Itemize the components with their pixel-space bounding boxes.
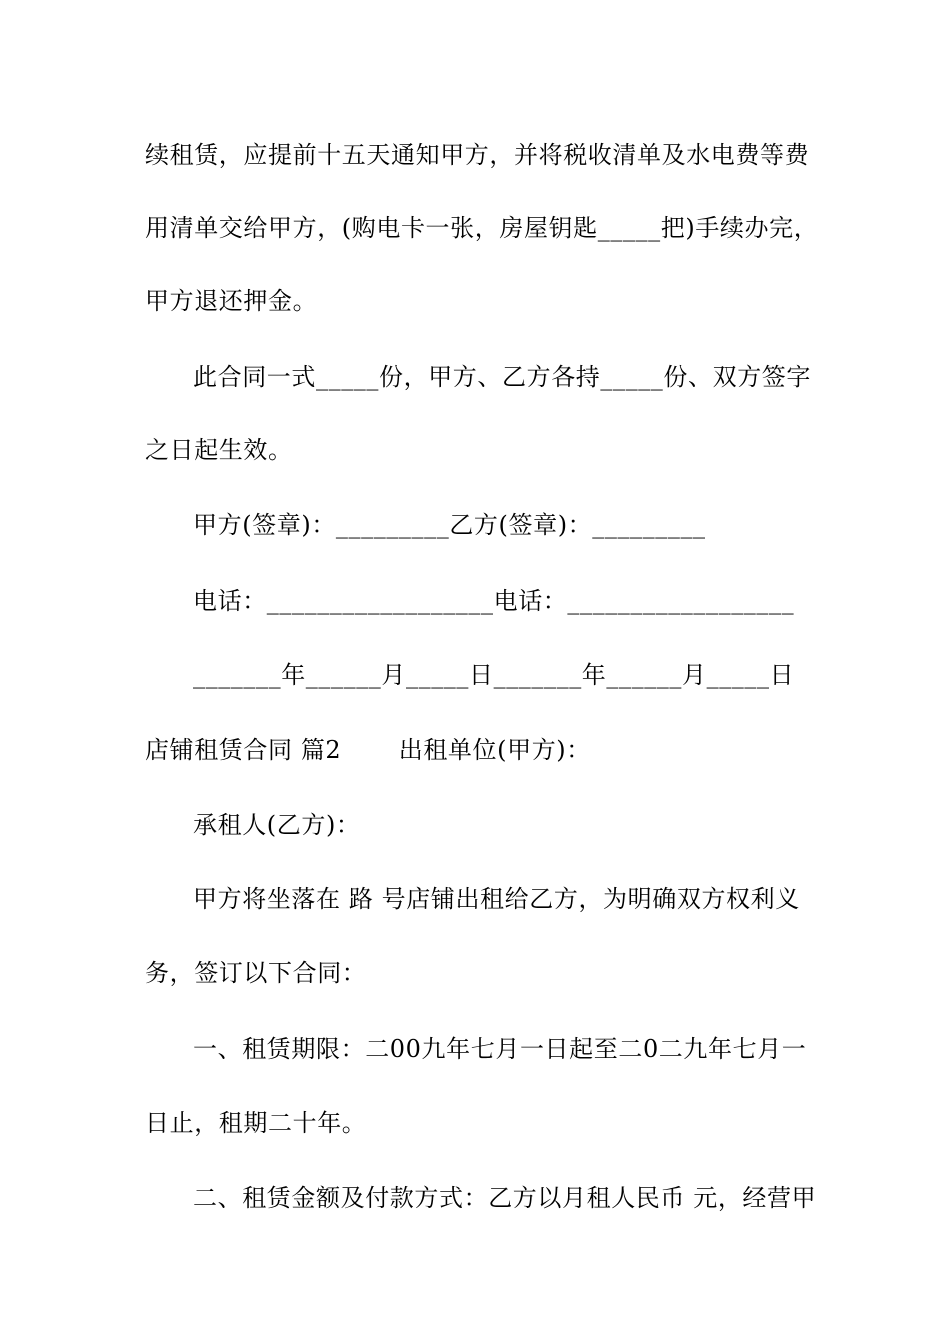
text-line: 此合同一式_____份，甲方、乙方各持_____份、双方签字 (193, 363, 811, 391)
text-line: 续租赁，应提前十五天通知甲方，并将税收清单及水电费等费 (145, 141, 810, 169)
text-line: 一、租赁期限：二00九年七月一日起至二0二九年七月一 (193, 1035, 807, 1063)
text-line: 之日起生效。 (145, 436, 293, 464)
section-heading: 店铺租赁合同 篇2 出租单位(甲方)： (145, 736, 591, 764)
text-line: 日止，租期二十年。 (145, 1109, 367, 1137)
text-line: 务，签订以下合同： (145, 959, 367, 987)
signature-line: 甲方(签章)：_________乙方(签章)：_________ (193, 511, 706, 539)
text-line: 二、租赁金额及付款方式：乙方以月租人民币 元，经营甲 (193, 1184, 817, 1212)
phone-line: 电话：__________________电话：__________________ (193, 587, 795, 615)
text-line: 甲方将坐落在 路 号店铺出租给乙方，为明确双方权利义 (193, 885, 800, 913)
text-line: 用清单交给甲方，(购电卡一张，房屋钥匙_____把)手续办完， (145, 214, 819, 242)
text-line: 承租人(乙方)： (193, 811, 361, 839)
text-line: 甲方退还押金。 (145, 287, 318, 315)
date-line: _______年______月_____日_______年______月_____日 (193, 661, 795, 689)
